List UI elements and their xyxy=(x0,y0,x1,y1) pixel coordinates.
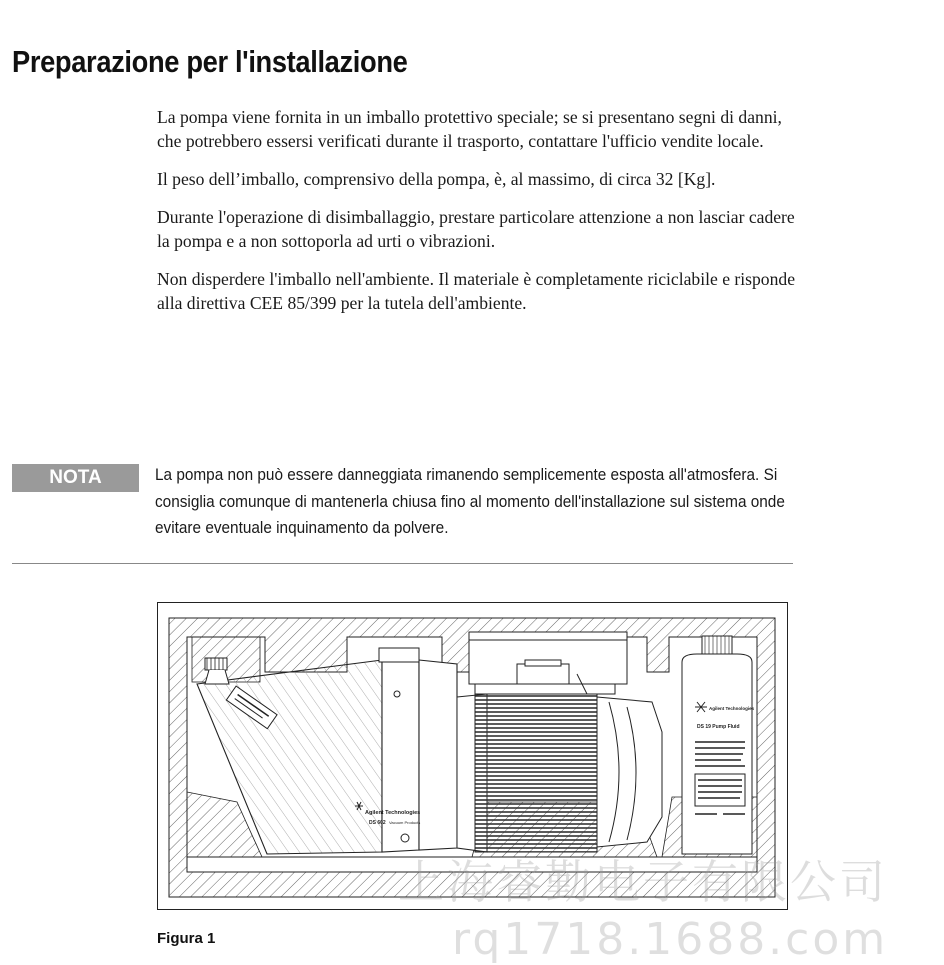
pump-model-label: DS 602 xyxy=(369,820,386,826)
motor xyxy=(457,692,662,852)
note-text: La pompa non può essere danneggiata rimanendo semplicemente esposta all'atmosfera. Si consiglia comunque di mantenerla chiusa fino al momento dell'installazione sul sistema onde evitare eventuale inquinamento da polvere. xyxy=(155,466,785,537)
pump-fluid-bottle xyxy=(682,636,755,854)
paragraph-weight: Il peso dell’imballo, comprensivo della pompa, è, al massimo, di circa 32 [Kg]. xyxy=(157,169,716,189)
figure-caption: Figura 1 xyxy=(157,930,216,947)
paragraph-environment: Non disperdere l'imballo nell'ambiente. Il materiale è completamente riciclabile e risponde alla direttiva CEE 85/399 per la tutela dell'ambiente. xyxy=(157,269,795,313)
section-divider xyxy=(12,563,793,564)
clipped-header-remnant xyxy=(66,0,256,2)
motor-junction-box xyxy=(469,632,627,694)
bottle-title-label: DS 19 Pump Fluid xyxy=(697,724,740,730)
watermark-url: rq1718.1688.com xyxy=(452,914,889,965)
note-label: NOTA xyxy=(12,464,139,492)
page-title: Preparazione per l'installazione xyxy=(12,44,408,79)
paragraph-packaging: La pompa viene fornita in un imballo protettivo speciale; se si presentano segni di danni, che potrebbero essersi verificati durante il trasporto, contattare l'ufficio vendite locale. xyxy=(157,107,782,151)
watermark-company: 上海睿勤电子有限公司 xyxy=(398,855,888,909)
bottle-brand-label: Agilent Technologies xyxy=(709,706,755,711)
pump-sub-label: Vacuum Products xyxy=(389,820,421,825)
pump-brand-label: Agilent Technologies xyxy=(365,810,421,816)
body-text xyxy=(157,105,807,329)
paragraph-unpacking: Durante l'operazione di disimballaggio, prestare particolare attenzione a non lasciar cadere la pompa e a non sottoporla ad urti o vibrazioni. xyxy=(157,207,795,251)
inlet-port xyxy=(205,658,229,684)
